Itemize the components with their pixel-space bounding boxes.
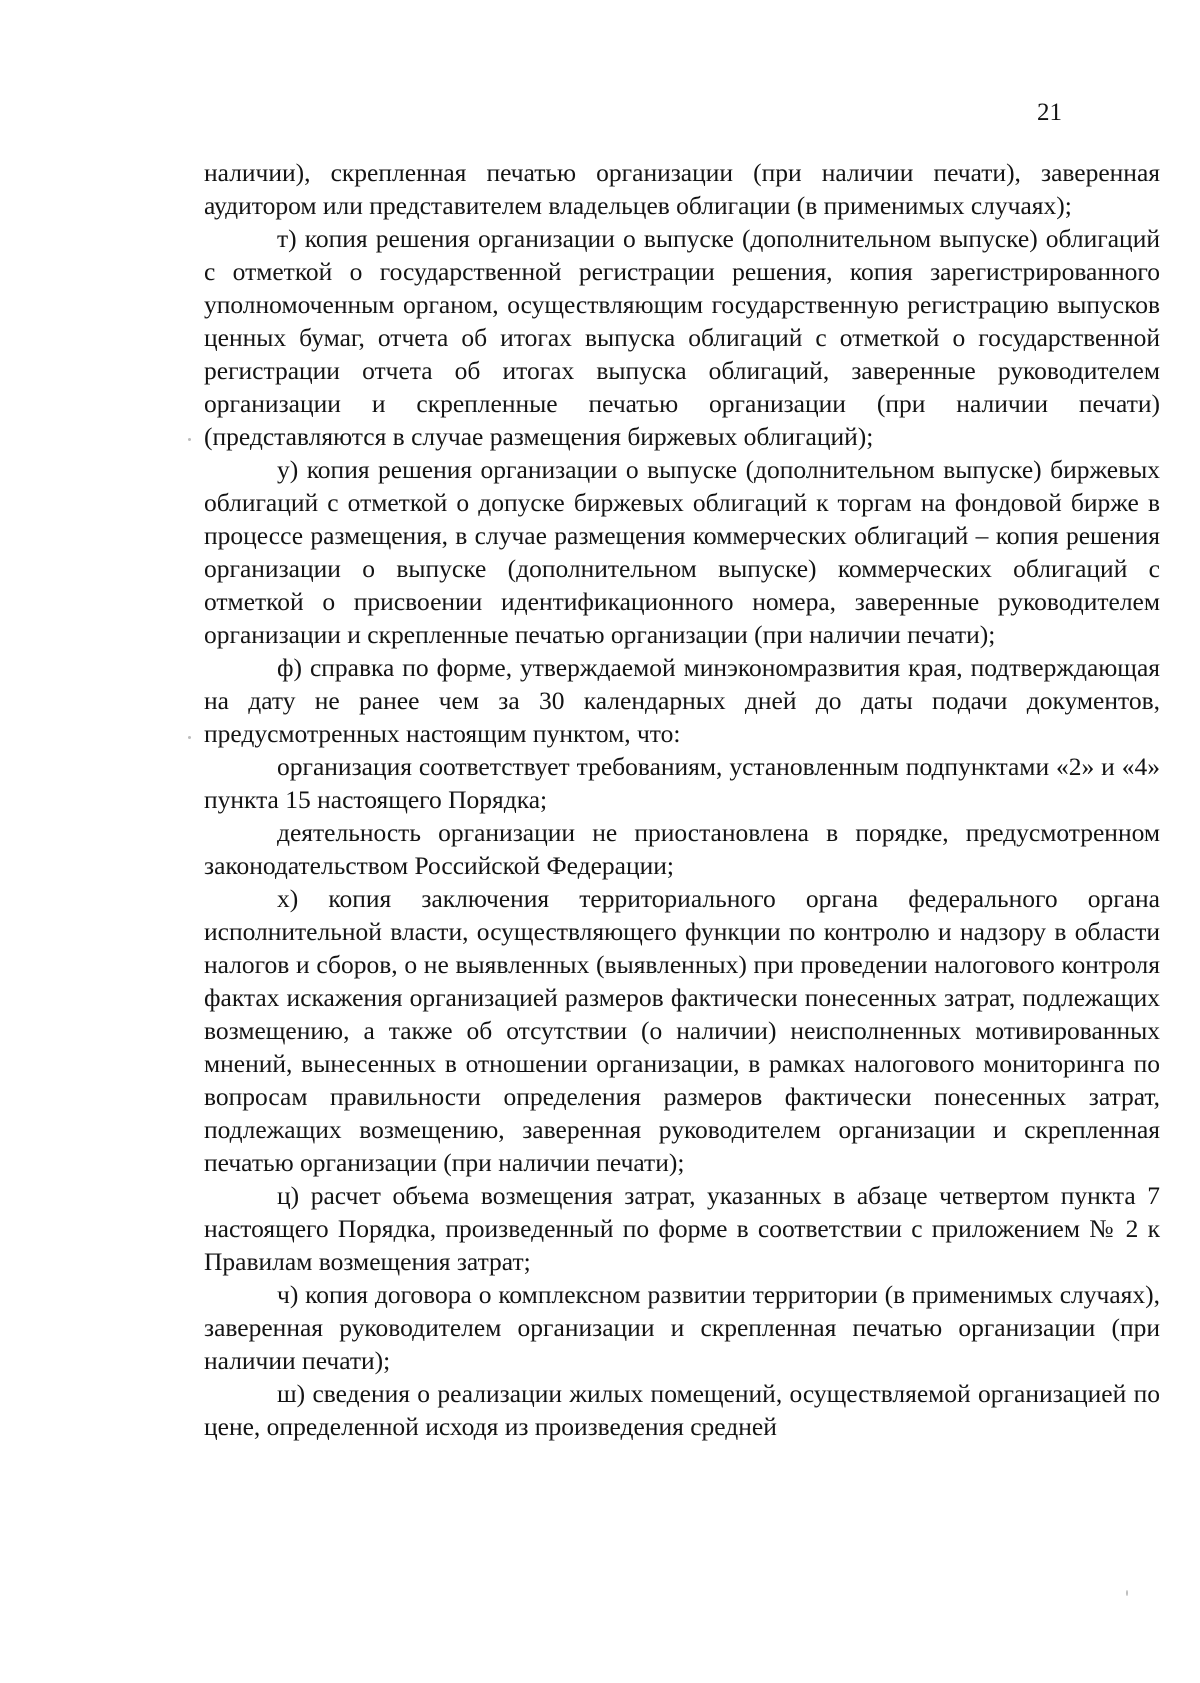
paragraph-item-sh: ш) сведения о реализации жилых помещений, осуществляемой организацией по цене, определенной исходя из произведения средней	[204, 1379, 1160, 1441]
paragraph-item-kh: х) копия заключения территориального органа федерального органа исполнительной власти, осуществляющего функции по контролю и надзору в области налогов и сборов, о не выявленных (выявленных) при проведении налогового контроля фактах искажения организацией размеров фактически понесенных затрат, подлежащих возмещению, а также об отсутствии (о наличии) неисполненных мотивированных мнений, вынесенных в отношении организации, в рамках налогового мониторинга по вопросам правильности определения размеров фактически понесенных затрат, подлежащих возмещению, заверенная руководителем организации и скрепленная печатью организации (при наличии печати);	[204, 884, 1160, 1177]
paragraph-condition-requirements: организация соответствует требованиям, установленным подпунктами «2» и «4» пункта 15 настоящего Порядка;	[204, 752, 1160, 814]
paragraph-item-ch: ч) копия договора о комплексном развитии территории (в применимых случаях), заверенная руководителем организации и скрепленная печатью организации (при наличии печати);	[204, 1280, 1160, 1375]
document-body	[204, 156, 1160, 1443]
paragraph-item-f: ф) справка по форме, утверждаемой минэкономразвития края, подтверждающая на дату не ранее чем за 30 календарных дней до даты подачи документов, предусмотренных настоящим пунктом, что:	[204, 653, 1160, 748]
paragraph-condition-activity: деятельность организации не приостановлена в порядке, предусмотренном законодательством Российской Федерации;	[204, 818, 1160, 880]
scan-speck	[188, 438, 191, 441]
scan-speck	[1126, 1590, 1128, 1596]
scan-speck	[188, 736, 191, 739]
paragraph-item-ts: ц) расчет объема возмещения затрат, указанных в абзаце четвертом пункта 7 настоящего Порядка, произведенный по форме в соответствии с приложением № 2 к Правилам возмещения затрат;	[204, 1181, 1160, 1276]
paragraph-item-u: у) копия решения организации о выпуске (дополнительном выпуске) биржевых облигаций с отметкой о допуске биржевых облигаций к торгам на фондовой бирже в процессе размещения, в случае размещения коммерческих облигаций – копия решения организации о выпуске (дополнительном выпуске) коммерческих облигаций с отметкой о присвоении идентификационного номера, заверенные руководителем организации и скрепленные печатью организации (при наличии печати);	[204, 455, 1160, 649]
paragraph-continuation: наличии), скрепленная печатью организации (при наличии печати), заверенная аудитором или представителем владельцев облигации (в применимых случаях);	[204, 158, 1160, 220]
paragraph-item-t: т) копия решения организации о выпуске (дополнительном выпуске) облигаций с отметкой о государственной регистрации решения, копия зарегистрированного уполномоченным органом, осуществляющим государственную регистрацию выпусков ценных бумаг, отчета об итогах выпуска облигаций с отметкой о государственной регистрации отчета об итогах выпуска облигаций, заверенные руководителем организации и скрепленные печатью организации (при наличии печати) (представляются в случае размещения биржевых облигаций);	[204, 224, 1160, 451]
page-number: 21	[1037, 99, 1062, 126]
